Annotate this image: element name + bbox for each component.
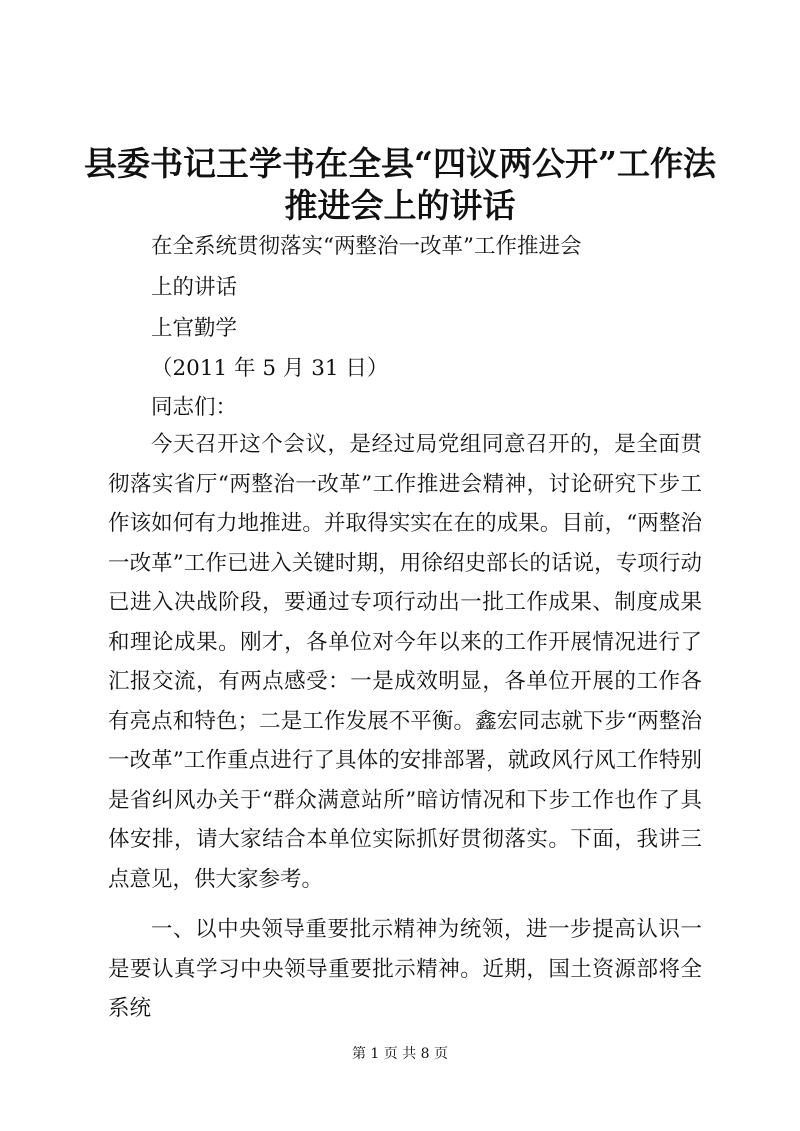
document-title-line1: 县委书记王学书在全县“四议两公开”工作法 bbox=[84, 144, 716, 183]
speaker-name: 上官勤学 bbox=[151, 316, 238, 341]
greeting: 同志们： bbox=[151, 395, 238, 420]
document-title-line2: 推进会上的讲话 bbox=[284, 186, 516, 225]
subtitle-line2: 上的讲话 bbox=[151, 275, 238, 300]
body-paragraph-2: 一、以中央领导重要批示精神为统领，进一步提高认识一是要认真学习中央领导重要批示精神。近期，国土资源部将全系统 bbox=[108, 917, 702, 1021]
speech-date: （2011 年 5 月 31 日） bbox=[151, 356, 389, 381]
subtitle-line1: 在全系统贯彻落实“两整治一改革”工作推进会 bbox=[151, 234, 582, 259]
page-number: 第 1 页 共 8 页 bbox=[351, 1046, 449, 1062]
body-paragraph-1: 今天召开这个会议，是经过局党组同意召开的，是全面贯彻落实省厅“两整治一改革”工作推进会精神，讨论研究下步工作该如何有力地推进。并取得实实在在的成果。目前，“两整治一改革”工作已进入关键时期，用徐绍史部长的话说，专项行动已进入决战阶段，要通过专项行动出一批工作成果、制度成果和理论成果。刚才，各单位对今年以来的工作开展情况进行了汇报交流，有两点感受：一是成效明显，各单位开展的工作各有亮点和特色；二是工作发展不平衡。鑫宏同志就下步“两整治一改革”工作重点进行了具体的安排部署，就政风行风工作特别是省纠风办关于“群众满意站所”暗访情况和下步工作也作了具体安排，请大家结合本单位实际抓好贯彻落实。下面，我讲三点意见，供大家参考。 bbox=[108, 432, 702, 892]
